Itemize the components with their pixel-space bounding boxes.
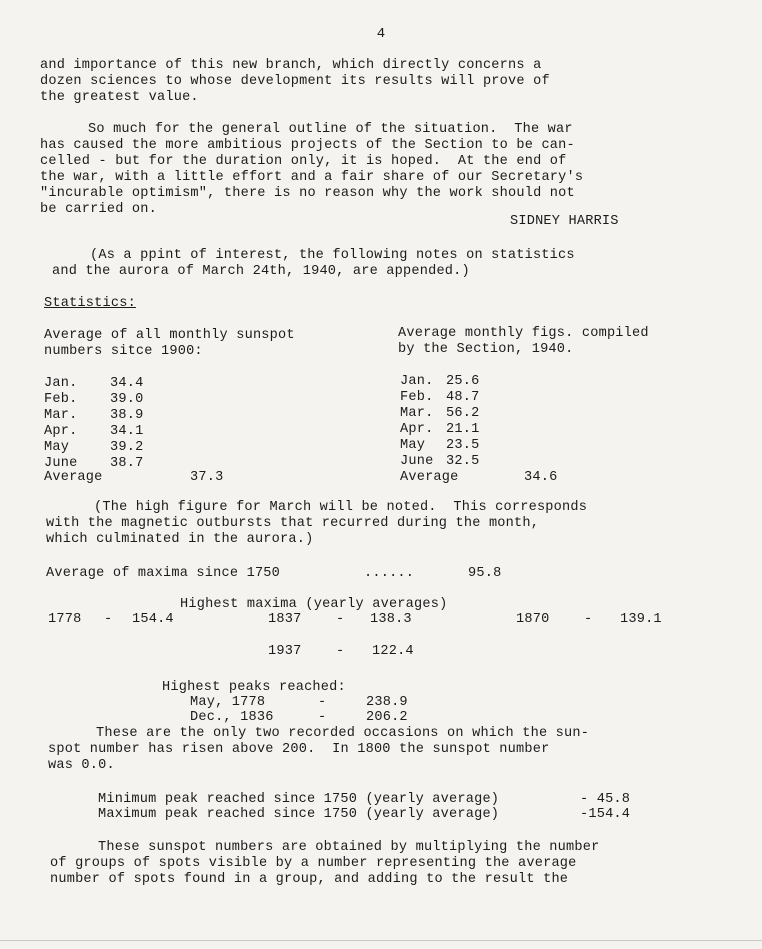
body-line: has caused the more ambitious projects of the Section to be can-: [40, 138, 575, 153]
body-line: be carried on.: [40, 202, 158, 217]
right-month: Mar.: [400, 406, 434, 421]
left-average-label: Average: [44, 470, 103, 485]
right-value: 25.6: [446, 374, 480, 389]
right-month: Jan.: [400, 374, 434, 389]
right-month: June: [400, 454, 434, 469]
maxima-value: 154.4: [132, 612, 174, 627]
march-note-line: which culminated in the aurora.): [46, 532, 314, 547]
final-line: number of spots found in a group, and adding to the result the: [50, 872, 569, 887]
right-value: 32.5: [446, 454, 480, 469]
intro-line: dozen sciences to whose development its results will prove of: [40, 74, 550, 89]
left-value: 38.7: [110, 456, 144, 471]
peaks-note-line: spot number has risen above 200. In 1800 the sunspot number: [48, 742, 550, 757]
maxima-year: 1937: [268, 644, 302, 659]
maxima-year: 1837: [268, 612, 302, 627]
signature: SIDNEY HARRIS: [510, 214, 619, 229]
page-number: 4: [376, 26, 386, 42]
left-table-heading: numbers sitce 1900:: [44, 344, 203, 359]
peak-row-value: - 45.8: [580, 792, 631, 807]
maxima-value: 138.3: [370, 612, 412, 627]
body-line: celled - but for the duration only, it is hoped. At the end of: [40, 154, 567, 169]
body-line: the war, with a little effort and a fair share of our Secretary's: [40, 170, 584, 185]
right-average-label: Average: [400, 470, 459, 485]
peak-dash: -: [318, 695, 327, 710]
left-month: Feb.: [44, 392, 78, 407]
maxima-year: 1778: [48, 612, 82, 627]
maxima-average-dots: ......: [364, 566, 415, 581]
left-value: 39.0: [110, 392, 144, 407]
maxima-value: 122.4: [372, 644, 414, 659]
maxima-dash: -: [104, 612, 113, 627]
peak-date: May, 1778: [190, 695, 266, 710]
right-month: May: [400, 438, 426, 453]
right-table-heading: Average monthly figs. compiled: [398, 326, 649, 341]
body-line: "incurable optimism", there is no reason why the work should not: [40, 186, 575, 201]
maxima-dash: -: [336, 644, 345, 659]
maxima-dash: -: [584, 612, 593, 627]
note-line: and the aurora of March 24th, 1940, are appended.): [52, 264, 470, 279]
left-value: 38.9: [110, 408, 144, 423]
right-average-value: 34.6: [524, 470, 558, 485]
peaks-note-line: was 0.0.: [48, 758, 115, 773]
intro-line: and importance of this new branch, which directly concerns a: [40, 58, 542, 73]
maxima-year: 1870: [516, 612, 550, 627]
peak-row-label: Maximum peak reached since 1750 (yearly average): [98, 807, 500, 822]
right-table-heading: by the Section, 1940.: [398, 342, 574, 357]
right-value: 48.7: [446, 390, 480, 405]
right-month: Apr.: [400, 422, 434, 437]
right-value: 21.1: [446, 422, 480, 437]
intro-line: the greatest value.: [40, 90, 199, 105]
maxima-dash: -: [336, 612, 345, 627]
left-month: Apr.: [44, 424, 78, 439]
left-month: Mar.: [44, 408, 78, 423]
march-note-line: (The high figure for March will be noted. This corresponds: [94, 500, 588, 515]
statistics-heading: Statistics:: [44, 296, 136, 311]
left-value: 39.2: [110, 440, 144, 455]
peak-value: 238.9: [366, 695, 408, 710]
peak-row-value: -154.4: [580, 807, 631, 822]
right-month: Feb.: [400, 390, 434, 405]
page-edge: [0, 940, 762, 941]
peak-date: Dec., 1836: [190, 710, 274, 725]
left-value: 34.1: [110, 424, 144, 439]
right-value: 56.2: [446, 406, 480, 421]
left-month: May: [44, 440, 70, 455]
note-line: (As a ppint of interest, the following notes on statistics: [90, 248, 575, 263]
maxima-average-label: Average of maxima since 1750: [46, 566, 281, 581]
peaks-note-line: These are the only two recorded occasions on which the sun-: [96, 726, 590, 741]
final-line: These sunspot numbers are obtained by multiplying the number: [98, 840, 600, 855]
maxima-average-value: 95.8: [468, 566, 502, 581]
peak-row-label: Minimum peak reached since 1750 (yearly average): [98, 792, 500, 807]
left-average-value: 37.3: [190, 470, 224, 485]
left-month: June: [44, 456, 78, 471]
body-line: So much for the general outline of the situation. The war: [88, 122, 573, 137]
maxima-value: 139.1: [620, 612, 662, 627]
final-line: of groups of spots visible by a number representing the average: [50, 856, 577, 871]
highest-peaks-heading: Highest peaks reached:: [162, 680, 346, 695]
left-table-heading: Average of all monthly sunspot: [44, 328, 295, 343]
right-value: 23.5: [446, 438, 480, 453]
highest-maxima-heading: Highest maxima (yearly averages): [180, 597, 448, 612]
peak-value: 206.2: [366, 710, 408, 725]
peak-dash: -: [318, 710, 327, 725]
march-note-line: with the magnetic outbursts that recurred during the month,: [46, 516, 540, 531]
left-month: Jan.: [44, 376, 78, 391]
left-value: 34.4: [110, 376, 144, 391]
